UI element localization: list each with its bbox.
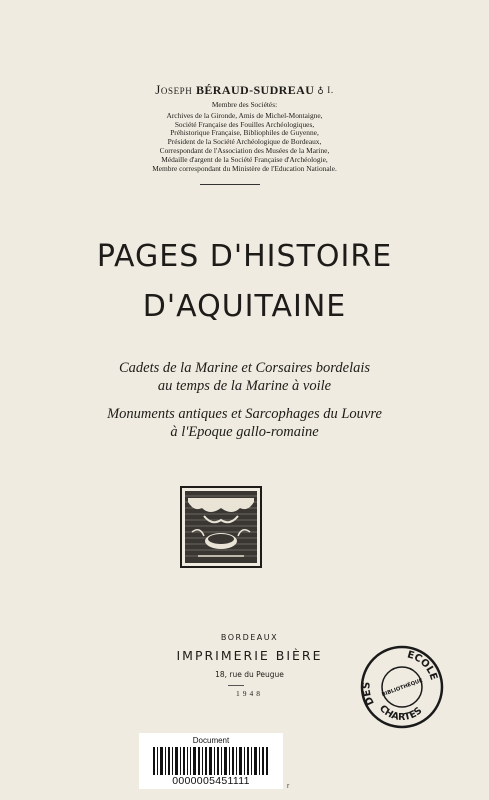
stamp-text-top: ECOLE xyxy=(405,649,440,682)
membership-line: Préhistorique Française, Bibliophiles de Guyenne, xyxy=(170,128,319,138)
memberships-heading: Membre des Sociétés: xyxy=(211,100,278,109)
title-line-2: D'AQUITAINE xyxy=(142,289,347,324)
imprint-city: BORDEAUX xyxy=(220,633,279,642)
ornament-vignette xyxy=(180,486,262,568)
svg-text:ECOLE xyxy=(406,649,439,681)
author-firstname: Joseph xyxy=(155,82,193,97)
divider-rule xyxy=(200,184,260,185)
svg-text:CHARTES xyxy=(377,703,424,723)
barcode-number: 0000005451111 xyxy=(172,775,250,787)
memberships-block xyxy=(0,101,489,173)
barcode-label xyxy=(139,733,283,789)
stamp-text-middle: BIBLIOTHÈQUE xyxy=(381,677,424,699)
subtitle-1-line-2: au temps de la Marine à voile xyxy=(157,378,332,394)
membership-line: Membre correspondant du Ministère de l'Education Nationale. xyxy=(152,163,337,173)
corner-mark: r xyxy=(287,783,290,790)
membership-line: Correspondant de l'Association des Musées de la Marine, xyxy=(159,145,330,155)
imprint-year: 1948 xyxy=(236,689,263,698)
subtitle-2-line-1: Monuments antiques et Sarcophages du Louvre xyxy=(107,406,382,422)
library-stamp xyxy=(359,644,445,730)
membership-line: Société Française des Fouilles Archéologiques, xyxy=(174,119,315,129)
membership-line: Président de la Société Archéologique de Bordeaux, xyxy=(167,137,322,147)
membership-line: Archives de la Gironde, Amis de Michel-Montaigne, xyxy=(166,110,323,120)
barcode-bars xyxy=(153,747,269,775)
membership-line: Médaille d'argent de la Société Française d'Archéologie, xyxy=(161,154,328,164)
imprint-printer: IMPRIMERIE BIÈRE xyxy=(176,648,323,663)
svg-text:DES xyxy=(361,682,376,707)
stamp-text-left: DES xyxy=(361,681,377,707)
subtitle-1-line-1: Cadets de la Marine et Corsaires bordelais xyxy=(118,360,371,376)
stamp-text-bottom: CHARTES xyxy=(376,703,425,724)
subtitle-1 xyxy=(0,359,489,395)
author-line xyxy=(0,82,489,98)
imprint-rule xyxy=(228,685,244,686)
barcode-title: Document xyxy=(192,736,230,745)
title-line-1: PAGES D'HISTOIRE xyxy=(96,239,393,274)
subtitle-2 xyxy=(0,405,489,441)
imprint-address: 18, rue du Peugue xyxy=(215,670,284,679)
subtitle-2-line-2: à l'Epoque gallo-romaine xyxy=(170,424,319,440)
author-surname: BÉRAUD-SUDREAU xyxy=(196,83,315,97)
book-title xyxy=(0,232,489,332)
author-honor: ♁ I. xyxy=(317,85,334,95)
